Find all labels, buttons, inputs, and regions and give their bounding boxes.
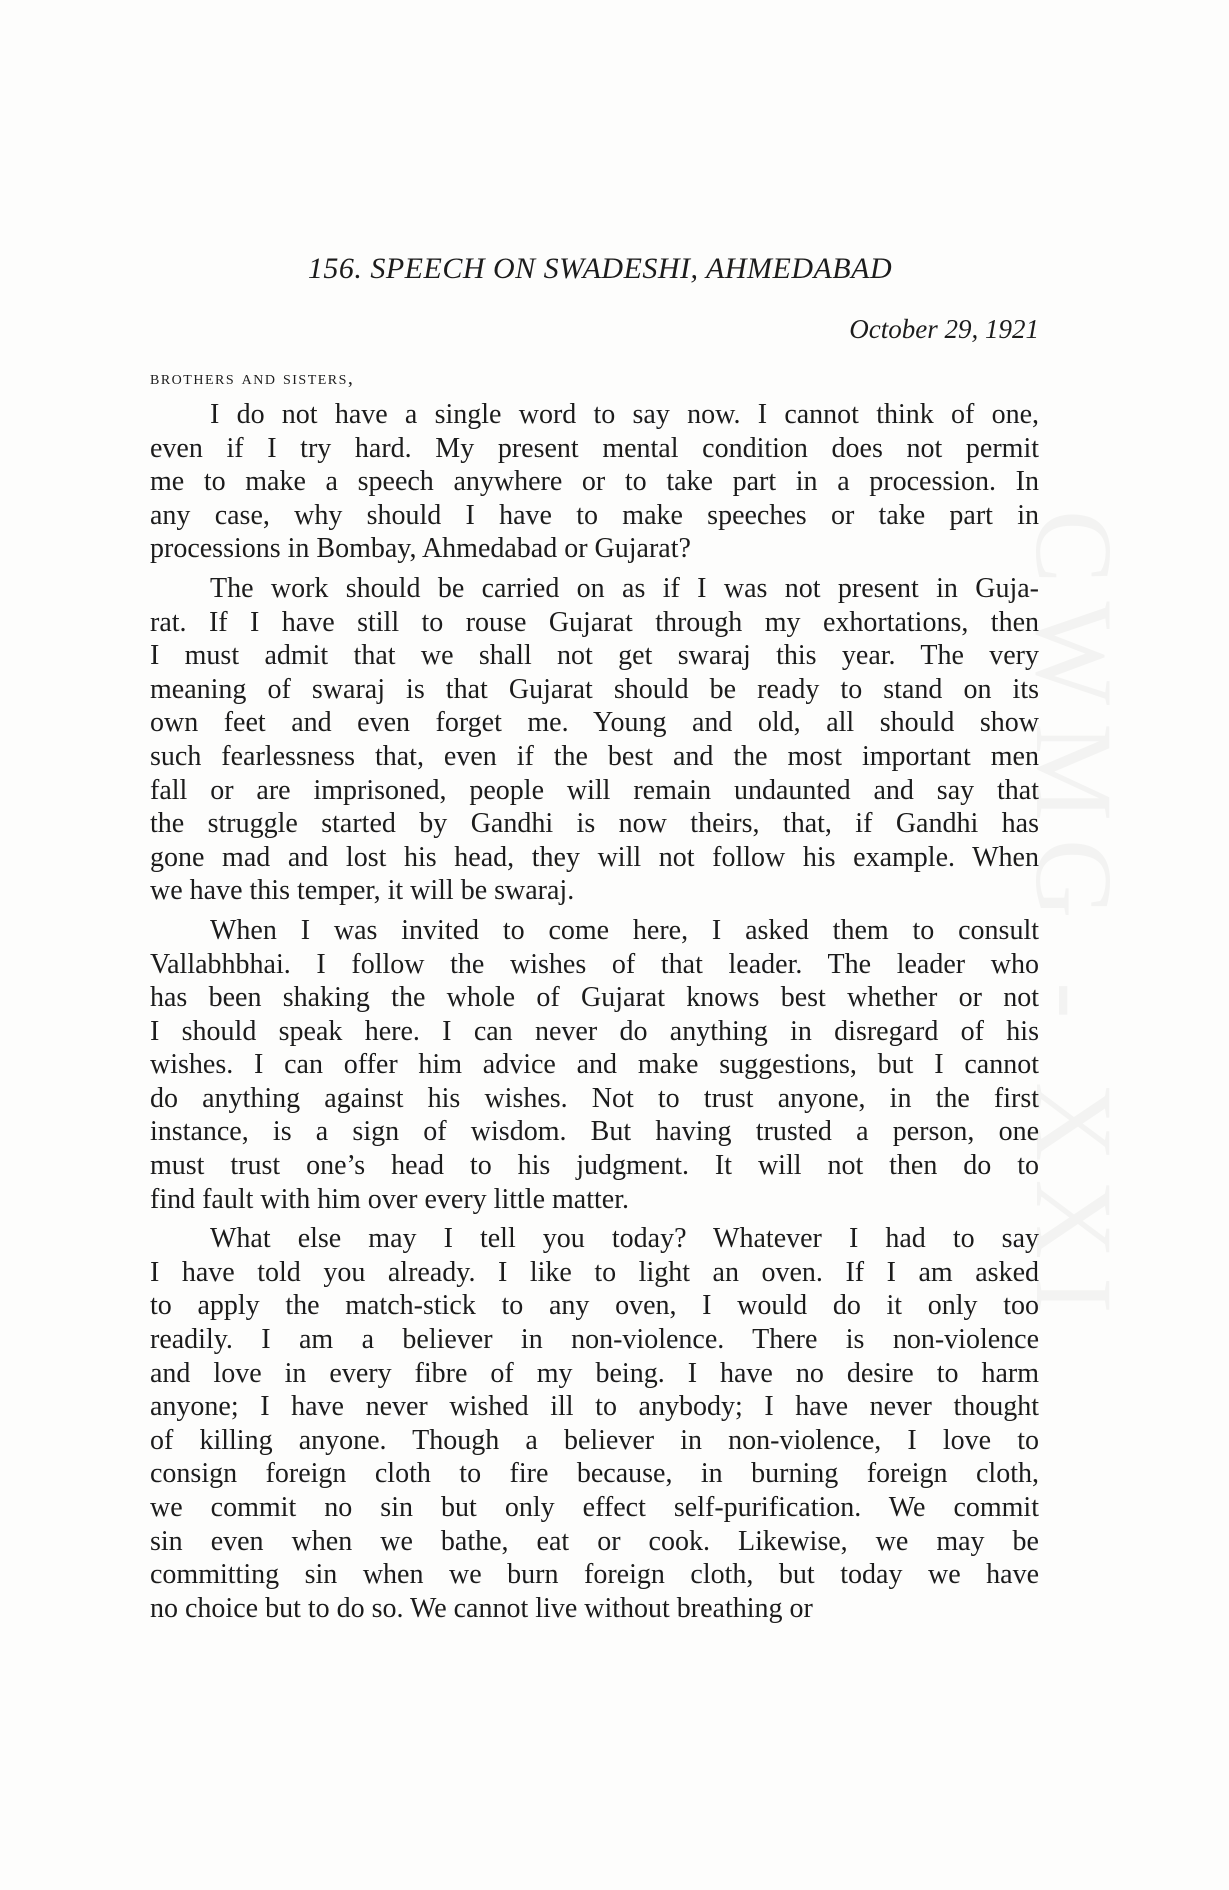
text-line: any case, why should I have to make speeches or take part in: [150, 499, 1039, 531]
page-title: 156. SPEECH ON SWADESHI, AHMEDABAD: [307, 252, 893, 285]
text-line: to apply the match-stick to any oven, I would do it only too: [150, 1290, 1039, 1322]
text-line: such fearlessness that, even if the best and the most important men: [150, 740, 1039, 772]
text-line: I must admit that we shall not get swaraj this year. The very: [150, 640, 1039, 672]
text-line: consign foreign cloth to fire because, in burning foreign cloth,: [150, 1458, 1039, 1490]
text-line: Vallabhbhai. I follow the wishes of that leader. The leader who: [150, 948, 1039, 980]
text-line: own feet and even forget me. Young and old, all should show: [150, 707, 1039, 739]
text-line: I do not have a single word to say now. I cannot think of one,: [210, 399, 1039, 430]
text-line: gone mad and lost his head, they will not follow his example. When: [150, 841, 1039, 873]
text-line: we have this temper, it will be swaraj.: [150, 875, 575, 907]
text-line: the struggle started by Gandhi is now theirs, that, if Gandhi has: [150, 808, 1039, 840]
text-line: I should speak here. I can never do anything in disregard of his: [150, 1015, 1039, 1047]
text-line: readily. I am a believer in non-violence. There is non-violence: [150, 1324, 1039, 1356]
text-line: fall or are imprisoned, people will remain undaunted and say that: [150, 774, 1039, 806]
text-line: I have told you already. I like to light an oven. If I am asked: [150, 1256, 1039, 1288]
text-line: no choice but to do so. We cannot live without breathing or: [150, 1592, 813, 1624]
text-line: rat. If I have still to rouse Gujarat through my exhortations, then: [150, 606, 1039, 638]
text-line: me to make a speech anywhere or to take part in a procession. In: [150, 466, 1039, 498]
text-line: committing sin when we burn foreign cloth, but today we have: [150, 1559, 1039, 1591]
watermark: CWMG - XXI: [1013, 510, 1135, 1332]
speech-body: [150, 398, 1039, 1631]
text-line: processions in Bombay, Ahmedabad or Gujarat?: [150, 533, 691, 565]
paragraph: [150, 1222, 1039, 1625]
text-line: meaning of swaraj is that Gujarat should be ready to stand on its: [150, 673, 1039, 705]
paragraph: [150, 914, 1039, 1216]
text-line: find fault with him over every little matter.: [150, 1183, 629, 1215]
paragraph: [150, 572, 1039, 908]
text-line: has been shaking the whole of Gujarat knows best whether or not: [150, 982, 1039, 1014]
text-line: do anything against his wishes. Not to trust anyone, in the first: [150, 1082, 1039, 1114]
text-line: anyone; I have never wished ill to anybody; I have never thought: [150, 1391, 1039, 1423]
text-line: we commit no sin but only effect self-purification. We commit: [150, 1492, 1039, 1523]
text-line: What else may I tell you today? Whatever I had to say: [210, 1223, 1039, 1255]
salutation: brothers and sisters,: [150, 367, 355, 389]
text-line: must trust one’s head to his judgment. It will not then do to: [150, 1150, 1039, 1182]
text-line: When I was invited to come here, I asked them to consult: [210, 914, 1039, 946]
text-line: and love in every fibre of my being. I have no desire to harm: [150, 1357, 1039, 1389]
text-line: even if I try hard. My present mental condition does not permit: [150, 432, 1039, 464]
text-line: of killing anyone. Though a believer in non-violence, I love to: [150, 1424, 1039, 1456]
text-line: sin even when we bathe, eat or cook. Likewise, we may be: [150, 1525, 1039, 1557]
text-line: wishes. I can offer him advice and make suggestions, but I cannot: [150, 1049, 1039, 1081]
text-line: The work should be carried on as if I was not present in Guja-: [210, 572, 1039, 604]
paragraph: [150, 398, 1039, 566]
speech-date: October 29, 1921: [849, 314, 1039, 344]
text-line: instance, is a sign of wisdom. But having trusted a person, one: [150, 1116, 1039, 1148]
